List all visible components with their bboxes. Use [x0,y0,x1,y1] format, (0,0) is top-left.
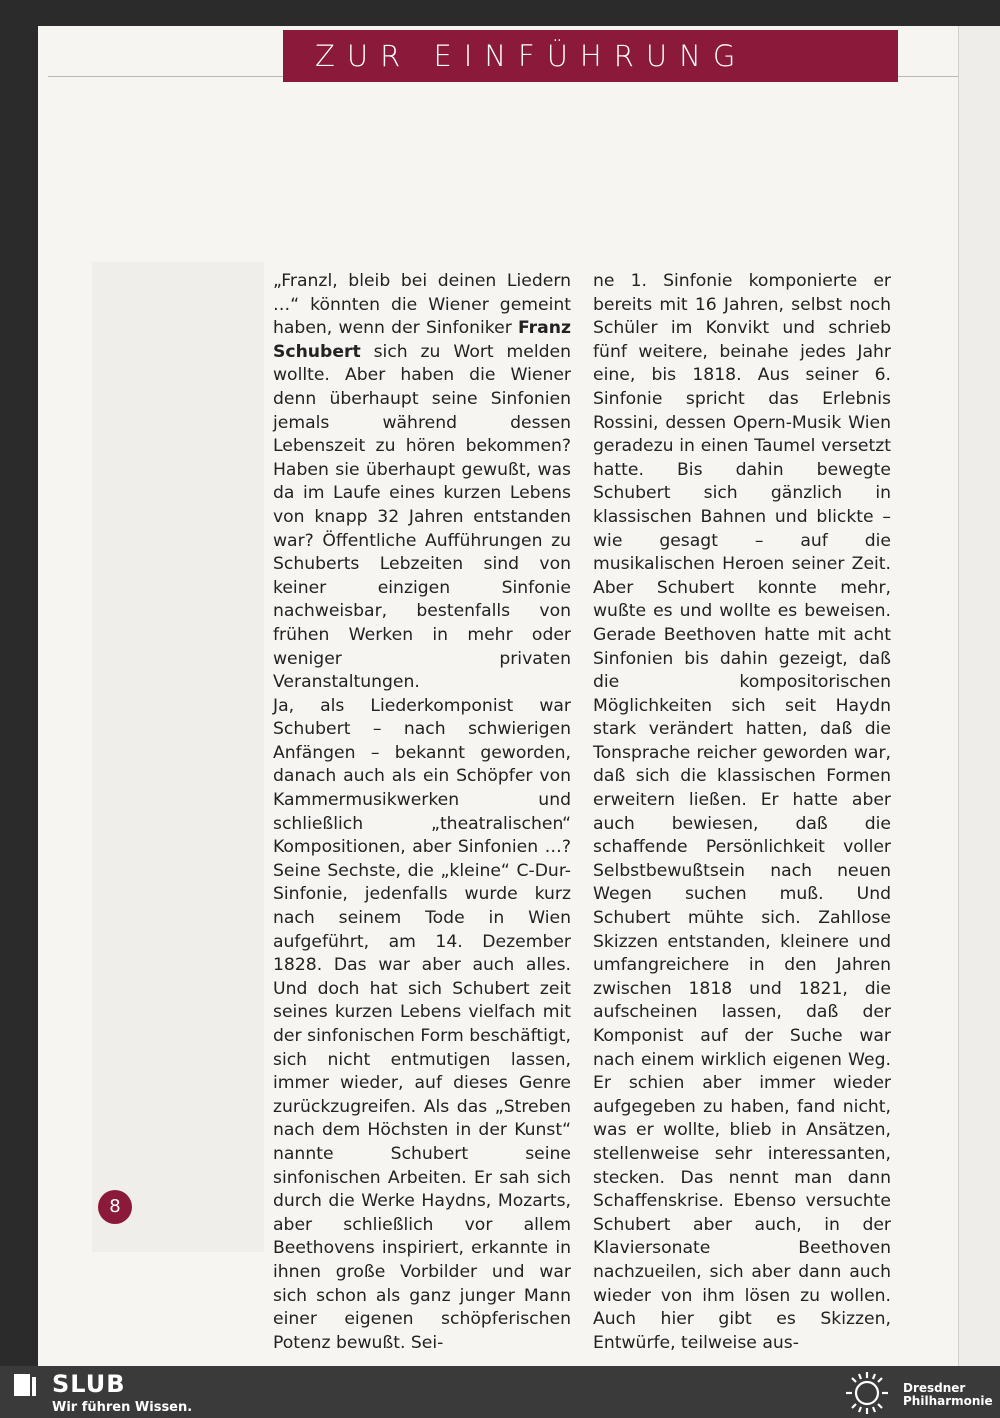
text-column-right [593,270,891,1355]
slub-tagline: Wir führen Wissen. [52,1400,193,1415]
philharmonie-sun-logo [842,1370,892,1416]
page-number-badge: 8 [98,1190,132,1224]
philharmonie-line-1: Dresdner [903,1381,966,1395]
composer-name-bold: Franz Schubert [273,318,571,362]
slub-wordmark[interactable]: SLUB [52,1370,126,1398]
slub-book-icon [12,1372,38,1398]
paragraph-3: ne 1. Sinfonie komponierte er bereits mit 16 Jahren, selbst noch Schüler im Konvikt und schrieb fünf weitere, beinahe jedes Jahr eine, bis 1818. Aus seiner 6. Sinfonie spricht das Erlebnis Rossini, dessen Opern-Musik Wien geradezu in einen Taumel versetzt hatte. Bis dahin bewegte Schubert sich gänzlich in klassischen Bahnen und blickte – wie gesagt – auf die musikalischen Heroen seiner Zeit. Aber Schubert konnte mehr, wußte es und wollte es beweisen. Gerade Beethoven hatte mit acht Sinfonien bis dahin gezeigt, daß die kompositorischen Möglichkeiten sich seit Haydn stark verändert hatten, daß die Tonsprache reicher geworden war, daß sich die klassischen Formen erweitern ließen. Er hatte aber auch bewiesen, daß die schaffende Persönlichkeit voller Selbstbewußtsein nach neuen Wegen suchen muß. Und Schubert mühte sich. Zahllose Skizzen entstanden, kleinere und umfangreichere in den Jahren zwischen 1818 und 1821, die aufscheinen lassen, daß der Komponist auf der Suche war nach einem wirklich eigenen Weg. Er schien aber immer wieder aufgegeben zu haben, fand nicht, was er wollte, blieb in Ansätzen, stellenweise sehr interessanten, stecken. Das nennt man dann Schaffenskrise. Ebenso versuchte Schubert aber auch, in der Klaviersonate Beethoven nachzueilen, sich aber dann auch wieder von ihm lösen zu wollen. Auch hier gibt es Skizzen, Entwürfe, teilweise aus- [593,271,891,1353]
philharmonie-line-2: Philharmonie [903,1394,993,1408]
section-header: ZUR EINFÜHRUNG [283,30,898,82]
facing-page-edge [958,26,1000,1366]
paragraph-1-rest: sich zu Wort melden wollte. Aber haben die Wiener denn überhaupt seine Sinfonien jemals während dessen Lebenszeit zu hören bekommen? Haben sie überhaupt gewußt, was da im Laufe eines kurzen Lebens von knapp 32 Jahren entstanden war? Öffentliche Aufführungen zu Schuberts Lebzeiten sind von keiner einzigen Sinfonie nachweisbar, bestenfalls von frühen Werken in mehr oder weniger privaten Veranstaltungen. [273,341,571,693]
paragraph-1-start: „Franzl, bleib bei deinen Liedern …“ könnten die Wiener gemeint haben, wenn der Sinfoniker [273,271,571,339]
philharmonie-wordmark[interactable] [903,1382,993,1408]
text-column-left [273,270,571,1355]
paragraph-2: Ja, als Liederkomponist war Schubert – nach schwierigen Anfängen – bekannt geworden, danach auch als ein Schöpfer von Kammermusikwerken und schließlich „theatralischen“ Kompositionen, aber Sinfonien …? Seine Sechste, die „kleine“ C-Dur-Sinfonie, jedenfalls wurde kurz nach seinem Tode in Wien aufgeführt, am 14. Dezember 1828. Das war aber auch alles. Und doch hat sich Schubert zeit seines kurzen Lebens vielfach mit der sinfonischen Form beschäftigt, sich nicht entmutigen lassen, immer wieder, auf dieses Genre zurückzugreifen. Als das „Streben nach dem Höchsten in der Kunst“ nannte Schubert seine sinfonischen Arbeiten. Er sah sich durch die Werke Haydns, Mozarts, aber schließlich vor allem Beethovens inspiriert, erkannte in ihnen große Vorbilder und war sich schon als ganz junger Mann einer eigenen schöpferischen Potenz bewußt. Sei- [273,695,571,1353]
sidebar-show-through [92,262,264,1252]
paragraph-1 [273,270,571,695]
